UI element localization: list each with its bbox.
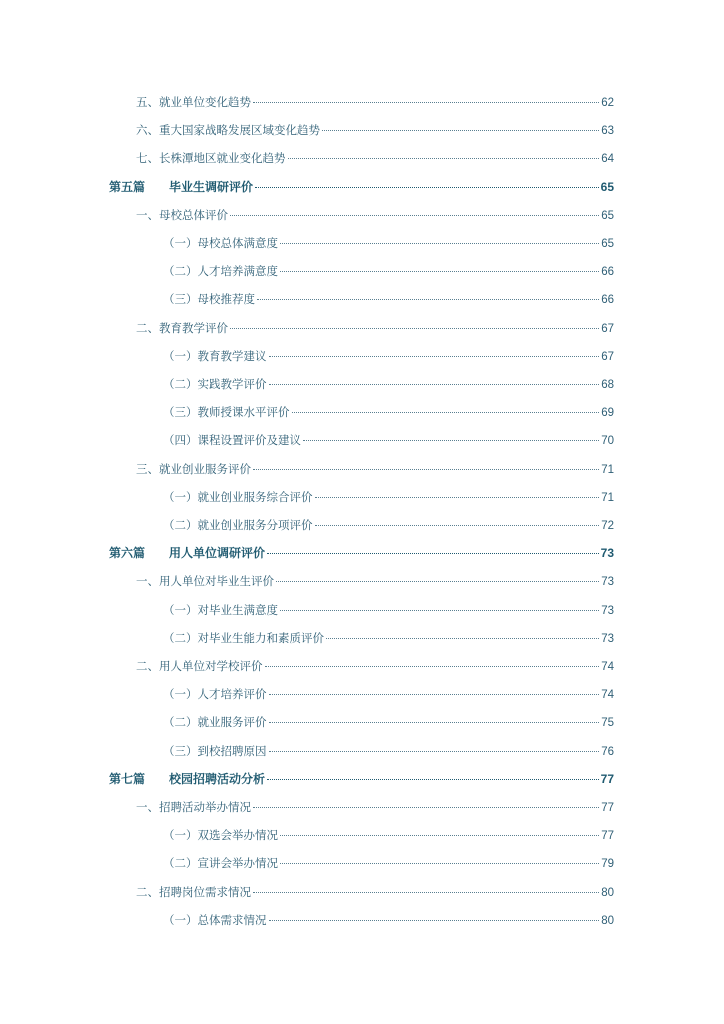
toc-subsection-entry[interactable] [163, 261, 614, 281]
toc-subsection-entry[interactable] [163, 487, 614, 507]
toc-dot-leader [257, 299, 599, 300]
toc-entry-title: （二）对毕业生能力和素质评价 [163, 630, 324, 645]
toc-page-number: 80 [601, 914, 614, 927]
toc-entry-title: （一）就业创业服务综合评价 [163, 489, 313, 504]
toc-dot-leader [269, 920, 600, 921]
toc-dot-leader [267, 779, 599, 780]
toc-entry-title: 二、教育教学评价 [136, 320, 228, 335]
toc-dot-leader [276, 581, 599, 582]
toc-section-entry[interactable] [136, 318, 614, 338]
toc-subsection-entry[interactable] [163, 402, 614, 422]
toc-dot-leader [315, 525, 600, 526]
toc-entry-title: （一）人才培养评价 [163, 687, 267, 702]
toc-page-number: 74 [601, 661, 614, 673]
toc-dot-leader [230, 328, 599, 329]
toc-dot-leader [280, 243, 599, 244]
toc-section-entry[interactable] [136, 92, 614, 112]
toc-subsection-entry[interactable] [163, 825, 614, 845]
toc-subsection-entry[interactable] [163, 289, 614, 309]
toc-dot-leader [253, 807, 599, 808]
toc-dot-leader [326, 638, 599, 639]
toc-section-entry[interactable] [136, 797, 614, 817]
toc-subsection-entry[interactable] [163, 374, 614, 394]
toc-subsection-entry[interactable] [163, 910, 614, 930]
toc-section-entry[interactable] [136, 656, 614, 676]
toc-entry-title: 七、长株潭地区就业变化趋势 [136, 151, 286, 166]
toc-page-number: 65 [601, 238, 614, 250]
toc-subsection-entry[interactable] [163, 712, 614, 732]
toc-page-number: 67 [601, 322, 614, 335]
toc-page-number: 71 [601, 491, 614, 504]
toc-entry-title: （二）就业服务评价 [163, 715, 267, 730]
toc-page-number: 70 [601, 435, 614, 448]
toc-page-number: 80 [601, 886, 614, 899]
toc-page-number: 67 [601, 350, 614, 363]
toc-subsection-entry[interactable] [163, 600, 614, 620]
toc-entry-title: 第七篇 校园招聘活动分析 [109, 771, 266, 786]
toc-entry-title: 一、用人单位对毕业生评价 [136, 574, 274, 589]
toc-entry-title: （二）就业创业服务分项评价 [163, 518, 313, 532]
toc-page-number: 71 [601, 463, 614, 476]
toc-entry-title: （一）总体需求情况 [163, 912, 267, 927]
toc-dot-leader [253, 102, 599, 103]
toc-entry-title: 五、就业单位变化趋势 [136, 95, 251, 109]
toc-part-heading[interactable] [109, 177, 614, 197]
toc-page-number: 76 [601, 745, 614, 758]
toc-entry-title: 二、招聘岗位需求情况 [136, 884, 251, 899]
toc-dot-leader [269, 694, 600, 695]
toc-page-number: 73 [601, 604, 614, 617]
toc-entry-title: 第六篇 用人单位调研评价 [109, 546, 266, 561]
toc-dot-leader [269, 751, 600, 752]
toc-dot-leader [322, 130, 599, 131]
toc-entry-title: （二）实践教学评价 [163, 377, 267, 391]
toc-section-entry[interactable] [136, 120, 614, 140]
toc-page-number: 77 [600, 771, 614, 786]
toc-dot-leader [269, 384, 600, 385]
toc-dot-leader [288, 158, 600, 159]
toc-page-number: 65 [600, 179, 614, 194]
toc-page-number: 77 [601, 830, 614, 843]
toc-subsection-entry[interactable] [163, 233, 614, 253]
toc-subsection-entry[interactable] [163, 346, 614, 366]
toc-subsection-entry[interactable] [163, 684, 614, 704]
toc-part-heading[interactable] [109, 543, 614, 563]
toc-subsection-entry[interactable] [163, 430, 614, 450]
toc-dot-leader [253, 892, 599, 893]
toc-dot-leader [267, 553, 599, 554]
toc-page-number: 75 [601, 717, 614, 730]
toc-page-number: 74 [601, 689, 614, 702]
toc-page-number: 73 [600, 546, 614, 561]
toc-entry-title: （二）人才培养满意度 [163, 264, 278, 279]
toc-section-entry[interactable] [136, 459, 614, 479]
toc-dot-leader [280, 610, 599, 611]
toc-entry-title: （三）教师授课水平评价 [163, 405, 290, 420]
toc-page-number: 72 [601, 520, 614, 532]
toc-entry-title: （一）教育教学建议 [163, 348, 267, 363]
toc-page-number: 79 [601, 858, 614, 871]
toc-part-heading[interactable] [109, 769, 614, 789]
toc-subsection-entry[interactable] [163, 853, 614, 873]
toc-dot-leader [255, 187, 599, 188]
toc-entry-title: （一）双选会举办情况 [163, 828, 278, 843]
toc-section-entry[interactable] [136, 205, 614, 225]
toc-section-entry[interactable] [136, 571, 614, 591]
toc-entry-title: 第五篇 毕业生调研评价 [109, 179, 254, 194]
toc-page-number: 69 [601, 407, 614, 420]
toc-page-number: 64 [601, 153, 614, 166]
toc-page-number: 65 [601, 209, 614, 222]
toc-dot-leader [292, 412, 600, 413]
toc-page-number: 63 [601, 125, 614, 138]
toc-entry-title: （三）母校推荐度 [163, 292, 255, 307]
toc-dot-leader [265, 666, 600, 667]
toc-dot-leader [230, 215, 599, 216]
toc-dot-leader [315, 497, 600, 498]
toc-entry-title: （四）课程设置评价及建议 [163, 433, 301, 448]
toc-entry-title: （二）宣讲会举办情况 [163, 856, 278, 871]
toc-page-number: 73 [601, 576, 614, 589]
toc-subsection-entry[interactable] [163, 515, 614, 535]
toc-dot-leader [303, 440, 599, 441]
toc-entry-title: （三）到校招聘原因 [163, 743, 267, 758]
toc-section-entry[interactable] [136, 882, 614, 902]
toc-page-number: 77 [601, 802, 614, 814]
toc-page-number: 62 [601, 97, 614, 109]
toc-entry-title: 六、重大国家战略发展区域变化趋势 [136, 123, 320, 138]
toc-entry-title: （一）对毕业生满意度 [163, 602, 278, 617]
toc-dot-leader [280, 863, 599, 864]
toc-dot-leader [269, 722, 600, 723]
toc-subsection-entry[interactable] [163, 628, 614, 648]
toc-entry-title: 三、就业创业服务评价 [136, 461, 251, 476]
toc-entry-title: 二、用人单位对学校评价 [136, 659, 263, 673]
toc-dot-leader [253, 469, 599, 470]
toc-page-number: 66 [601, 266, 614, 279]
toc-entry-title: （一）母校总体满意度 [163, 236, 278, 250]
toc-dot-leader [280, 271, 599, 272]
toc-dot-leader [280, 835, 599, 836]
toc-entry-title: 一、母校总体评价 [136, 207, 228, 222]
toc-page-number: 66 [601, 294, 614, 307]
toc-dot-leader [269, 356, 600, 357]
toc-page-number: 68 [601, 379, 614, 391]
toc-section-entry[interactable] [136, 148, 614, 168]
toc-entry-title: 一、招聘活动举办情况 [136, 800, 251, 814]
toc-subsection-entry[interactable] [163, 741, 614, 761]
toc-page-number: 73 [601, 632, 614, 645]
